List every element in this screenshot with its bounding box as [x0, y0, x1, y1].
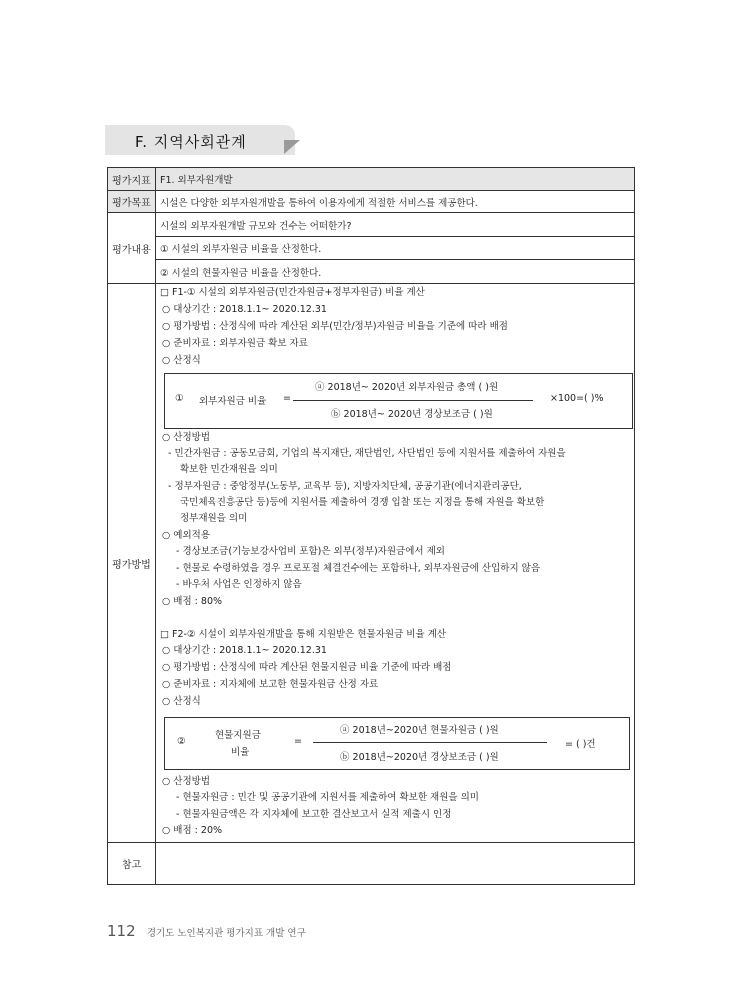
f2-formula-denominator: ⓑ 2018년~2020년 경상보조금 ( )원 [340, 752, 499, 763]
f1-after: - 정부자원금 : 중앙정부(노동부, 교육부 등), 지방자치단체, 공공기관(에너지관리공단, [168, 481, 522, 492]
page-number: 112 [107, 922, 136, 940]
f1-after: - 바우처 사업은 인정하지 않음 [176, 579, 302, 590]
f1-heading: □ F1-① 시설의 외부자원금(민간자원금+정부자원금) 비율 계산 [160, 287, 425, 298]
content-item: ① 시설의 외부자원금 비율을 산정한다. [156, 237, 635, 260]
note-value [156, 843, 635, 885]
f1-fraction-bar [293, 400, 533, 401]
content-item: ② 시설의 현물자원금 비율을 산정한다. [156, 260, 635, 284]
indicator-label: 평가지표 [108, 168, 156, 191]
row-content-2 [108, 237, 635, 260]
evaluation-table [107, 167, 635, 885]
f1-formula-result: ×100=( )% [550, 393, 604, 404]
goal-value: 시설은 다양한 외부자원개발을 통하여 이용자에게 적절한 서비스를 제공한다. [156, 191, 635, 213]
f1-after: - 경상보조금(기능보강사업비 포함)은 외부(정부)자원금에서 제외 [176, 546, 445, 557]
section-tab-fold [284, 140, 300, 154]
f2-after: - 현물자원금액은 각 지자체에 보고한 결산보고서 실적 제출시 인정 [176, 809, 452, 820]
f2-fraction-bar [313, 742, 547, 743]
f1-after: 확보한 민간재원을 의미 [180, 464, 278, 475]
method-cell [156, 284, 635, 843]
f2-formula-numerator: ⓐ 2018년~2020년 현물자원금 ( )원 [340, 725, 499, 736]
row-indicator [108, 168, 635, 191]
f1-after: 국민체육진흥공단 등)등에 지원서를 제출하여 경쟁 입찰 또는 지정을 통해 자원을 확보한 [180, 497, 545, 508]
f2-formula-eq: = [294, 736, 302, 747]
f2-formula-result: = ( )건 [565, 739, 596, 750]
page-footer [107, 922, 306, 940]
f1-line: ○ 평가방법 : 산정식에 따라 계산된 외부(민간/정부)자원금 비율을 기준에 따라 배점 [162, 321, 508, 332]
f1-after: ○ 배점 : 80% [162, 596, 223, 607]
f1-formula-name: 외부자원금 비율 [199, 396, 267, 407]
row-content-3 [108, 260, 635, 284]
f1-after: ○ 산정방법 [162, 432, 211, 443]
method-label: 평가방법 [108, 284, 156, 843]
row-note [108, 843, 635, 885]
f2-line: ○ 평가방법 : 산정식에 따라 계산된 현물지원금 비율 기준에 따라 배점 [162, 662, 452, 673]
f1-after: ○ 예외적용 [162, 530, 211, 541]
f2-formula-box [164, 717, 630, 770]
f1-after: 정부재원을 의미 [180, 513, 248, 524]
f2-line: ○ 준비자료 : 지자체에 보고한 현물자원금 산정 자료 [162, 679, 379, 690]
row-method [108, 284, 635, 843]
f1-formula-eq: = [283, 393, 291, 404]
content-label: 평가내용 [108, 213, 156, 284]
goal-label: 평가목표 [108, 191, 156, 213]
footer-title: 경기도 노인복지관 평가지표 개발 연구 [146, 928, 306, 939]
f2-formula-name1: 현물지원금 [215, 730, 261, 741]
f1-line: ○ 대상기간 : 2018.1.1~ 2020.12.31 [162, 304, 327, 315]
content-item: 시설의 외부자원개발 규모와 건수는 어떠한가? [156, 213, 635, 237]
f1-line: ○ 산정식 [162, 355, 201, 366]
f2-after: ○ 산정방법 [162, 776, 211, 787]
row-goal [108, 191, 635, 213]
f1-formula-box [164, 373, 633, 429]
f1-formula-numerator: ⓐ 2018년~ 2020년 외부자원금 총액 ( )원 [315, 382, 499, 393]
f1-line: ○ 준비자료 : 외부자원금 확보 자료 [162, 338, 308, 349]
f1-formula-num: ① [175, 393, 184, 404]
f1-formula-denominator: ⓑ 2018년~ 2020년 경상보조금 ( )원 [331, 409, 493, 420]
f2-after: - 현물자원금 : 민간 및 공공기관에 지원서를 제출하여 확보한 재원을 의미 [176, 792, 479, 803]
f2-heading: □ F2-② 시설이 외부자원개발을 통해 지원받은 현물자원금 비율 계산 [160, 629, 447, 640]
f2-line: ○ 산정식 [162, 696, 201, 707]
f2-after: ○ 배점 : 20% [162, 825, 223, 836]
f2-formula-num: ② [177, 736, 186, 747]
indicator-value: F1. 외부자원개발 [156, 168, 635, 191]
f1-after: - 현물로 수령하였을 경우 프로포절 체결건수에는 포함하나, 외부자원금에 산입하지 않음 [176, 563, 540, 574]
f2-formula-name2: 비율 [231, 747, 250, 758]
f2-line: ○ 대상기간 : 2018.1.1~ 2020.12.31 [162, 645, 327, 656]
section-title: F. 지역사회관계 [135, 133, 247, 151]
f1-after: - 민간자원금 : 공동모금회, 기업의 복지재단, 재단법인, 사단법인 등에 지원서를 제출하여 자원을 [168, 448, 566, 459]
note-label: 참고 [108, 843, 156, 885]
row-content-1 [108, 213, 635, 237]
